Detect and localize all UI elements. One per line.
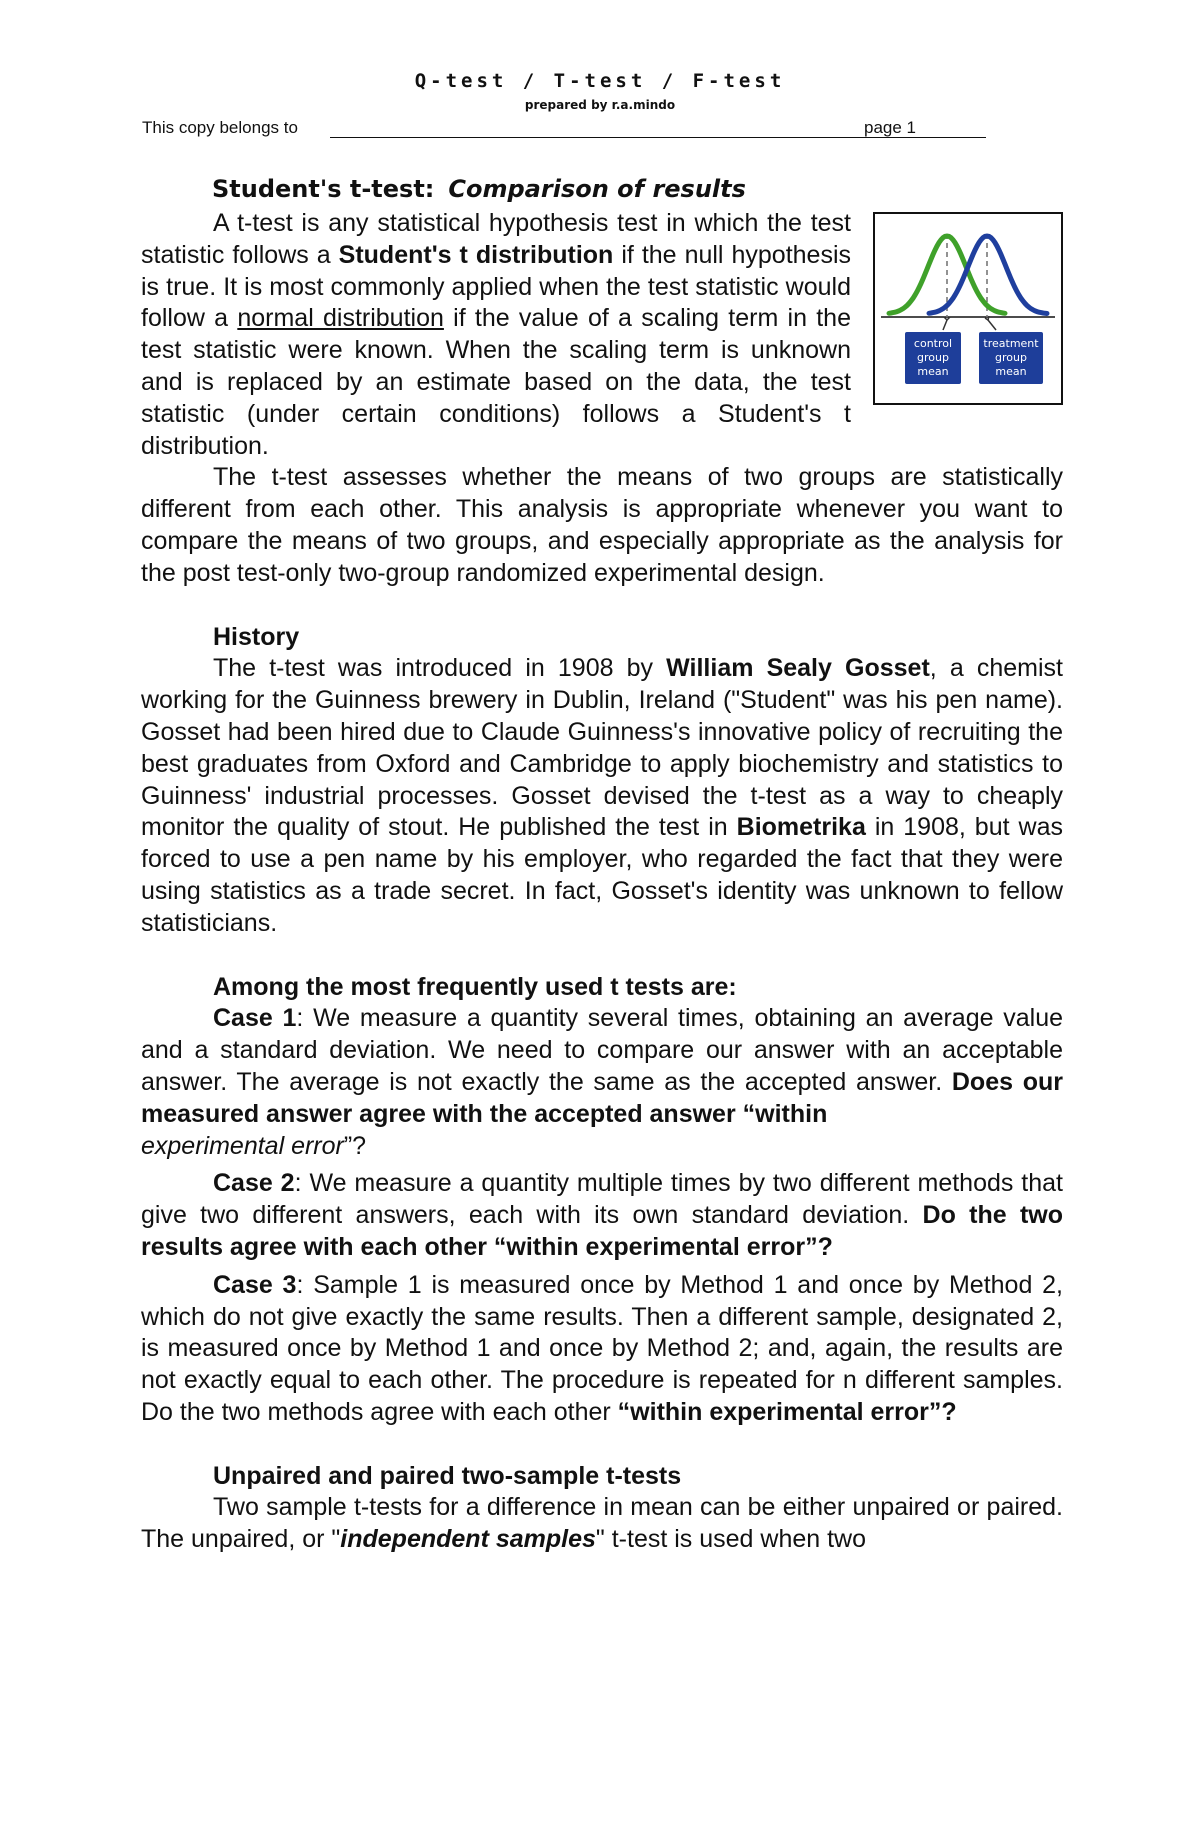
control-group-mean-label: control group mean — [905, 332, 961, 384]
control-pointer-arrow — [943, 320, 947, 330]
normal-distribution-term: normal distribution — [237, 304, 444, 333]
unpaired-heading: Unpaired and paired two-sample t-tests — [213, 1461, 682, 1490]
case-2-label: Case 2 — [213, 1169, 295, 1198]
intro-paragraph: A t-test is any statistical hypothesis test in which the test statistic follows a Student's t distribution if the null hypothesis is true. It is most commonly applied when the test statistic would follow a normal distribution if the value of a scaling term in the test statistic were known. When the scaling term is unknown and is replaced by an estimate based on the data, the test statistic (under certain conditions) follows a Student's t distribution. — [141, 209, 851, 460]
cases-heading: Among the most frequently used t tests are: — [213, 972, 737, 1001]
treatment-pointer-arrow — [988, 320, 996, 330]
history-paragraph: The t-test was introduced in 1908 by William Sealy Gosset, a chemist working for the Guinness brewery in Dublin, Ireland ("Student" was his pen name). Gosset had been hired due to Claude Guinness's innovative policy of recruiting the best graduates from Oxford and Cambridge to apply biochemistry and statistics to Guinness' industrial processes. Gosset devised the t-test as a way to cheaply monitor the quality of stout. He published the test in Biometrika in 1908, but was forced to use a pen name by his employer, who regarded the fact that they were using statistics as a trade secret. In fact, Gosset's identity was unknown to fellow statisticians. — [141, 654, 1063, 937]
case-3-label: Case 3 — [213, 1270, 297, 1299]
header-prepared-by: prepared by r.a.mindo — [524, 98, 676, 112]
history-heading: History — [213, 622, 300, 651]
title-subtitle: Comparison of results — [448, 175, 746, 203]
biometrika-term: Biometrika — [736, 813, 866, 842]
case-2-paragraph: Case 2: We measure a quantity multiple times by two different methods that give two different answers, each with its own standard deviation. Do the two results agree with each other “within experimental error”? — [141, 1169, 1063, 1261]
main-content — [141, 172, 1063, 1556]
page-number: page 1 — [864, 118, 916, 137]
treatment-group-mean-label: treatment group mean — [979, 332, 1043, 384]
title-main: Student's t-test: — [212, 175, 435, 203]
header-title: Q-test / T-test / F-test — [414, 70, 786, 92]
students-t-distribution-term: Student's t distribution — [338, 240, 614, 269]
unpaired-paragraph: Two sample t-tests for a difference in mean can be either unpaired or paired. The unpaired, or "independent samples" t-test is used when two — [141, 1493, 1063, 1554]
case-1-label: Case 1 — [213, 1004, 297, 1033]
case-3-paragraph: Case 3: Sample 1 is measured once by Method 1 and once by Method 2, which do not give exactly the same results. Then a different sample, designated 2, is measured once by Method 1 and once by Method 2; and, again, the results are not exactly equal to each other. The procedure is repeated for n different samples. Do the two methods agree with each other “within experimental error”? — [141, 1270, 1063, 1426]
page-title — [212, 172, 1063, 208]
owner-label: This copy belongs to — [142, 118, 298, 137]
t-distribution-figure — [873, 212, 1063, 405]
header-owner-row — [142, 118, 942, 142]
assess-paragraph: The t-test assesses whether the means of two groups are statistically different from each other. This analysis is appropriate whenever you want to compare the means of two groups, and especially appropriate as the analysis for the post test-only two-group randomized experimental design. — [141, 463, 1063, 587]
case-1-paragraph: Case 1: We measure a quantity several times, obtaining an average value and a standard deviation. We need to compare our answer with an acceptable answer. The average is not exactly the same as the accepted answer. Does our measured answer agree with the accepted answer “within experimental error”? — [141, 1004, 1064, 1160]
gosset-name: William Sealy Gosset — [666, 654, 930, 683]
independent-samples-term: independent samples — [340, 1525, 596, 1554]
